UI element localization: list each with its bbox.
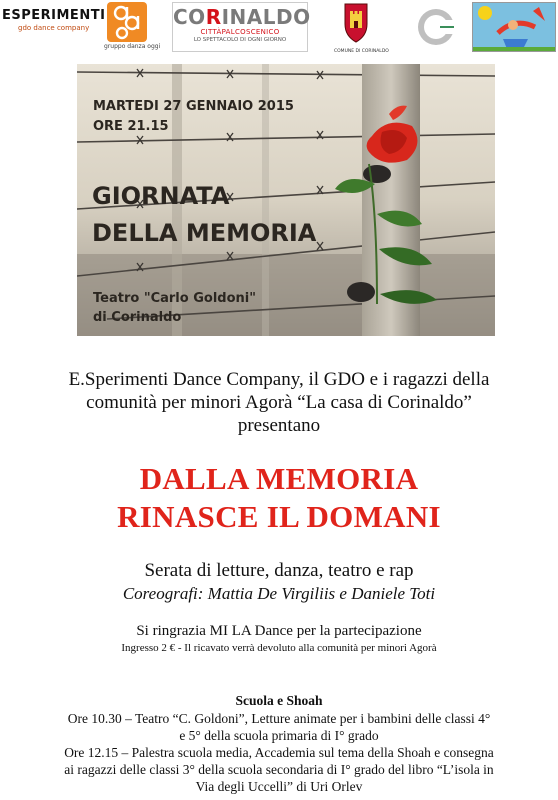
venue-line2: di Corinaldo <box>93 310 182 325</box>
event-subtitle: Serata di letture, danza, teatro e rap <box>144 560 414 581</box>
corinaldo-logo-part-r: R <box>205 5 222 29</box>
thanks-line: Si ringrazia MI LA Dance per la partecipazione <box>136 623 422 639</box>
comune-logo-caption: COMUNE DI CORINALDO <box>334 49 389 54</box>
schedule-line: e 5° della scuola primaria di I° grado <box>179 728 379 743</box>
gdo-logo <box>104 2 161 50</box>
gdo-logo-caption: gruppo danza oggi <box>104 43 161 50</box>
gdo-logo-badge <box>107 2 147 42</box>
choreographers-line: Coreografi: Mattia De Virgiliis e Daniele Toti <box>122 584 436 603</box>
gdo-letters-mark <box>110 4 144 40</box>
corinaldo-logo-part-b: INALDO <box>221 5 311 29</box>
schedule-line: ai ragazzi delle classi 3° della scuola secondaria di I° grado del libro “L’isola in <box>64 762 494 777</box>
main-title-line2: RINASCE IL DOMANI <box>117 499 441 534</box>
corinaldo-logo <box>172 2 311 52</box>
esperimenti-logo <box>2 8 106 42</box>
schedule-heading: Scuola e Shoah <box>235 693 323 708</box>
schedule-line: Via degli Uccelli” di Uri Orlev <box>195 779 363 794</box>
venue-line1: Teatro "Carlo Goldoni" <box>93 291 257 306</box>
intro-line3: presentano <box>237 415 321 436</box>
main-title-line1: DALLA MEMORIA <box>139 461 419 496</box>
esperimenti-logo-subtext: gdo dance company <box>18 24 90 32</box>
esperimenti-logo-text: ESPERIMENTI <box>2 8 106 23</box>
childrens-drawing-image <box>473 3 556 52</box>
schedule-line: Ore 12.15 – Palestra scuola media, Accademia sul tema della Shoah e consegna <box>64 745 494 760</box>
photo-title-line2: DELLA MEMORIA <box>92 219 317 247</box>
corinaldo-logo-line2: CITTÀPALCOSCENICO <box>200 28 280 36</box>
corinaldo-logo-part-a: CO <box>173 5 206 29</box>
photo-title-line1: GIORNATA <box>92 182 230 210</box>
event-date: MARTEDI 27 GENNAIO 2015 <box>93 99 294 114</box>
corinaldo-logo-line3: LO SPETTACOLO DI OGNI GIORNO <box>193 37 287 43</box>
corinaldo-logo-title <box>173 5 311 29</box>
logo-bar <box>0 0 558 56</box>
coat-of-arms-icon <box>341 2 371 44</box>
event-time: ORE 21.15 <box>93 119 169 134</box>
intro-line1: E.Sperimenti Dance Company, il GDO e i ragazzi della <box>68 369 490 390</box>
entry-fee-line: Ingresso 2 € - Il ricavato verrà devoluto alla comunità per minori Agorà <box>121 642 437 654</box>
schedule-line: Ore 10.30 – Teatro “C. Goldoni”, Letture animate per i bambini delle classi 4° <box>67 711 491 726</box>
childrens-drawing-logo <box>472 2 556 52</box>
c-circle-logo <box>414 6 464 48</box>
comune-logo <box>334 2 389 54</box>
c-circle-mark <box>414 6 464 48</box>
intro-line2: comunità per minori Agorà “La casa di Corinaldo” <box>86 392 472 413</box>
